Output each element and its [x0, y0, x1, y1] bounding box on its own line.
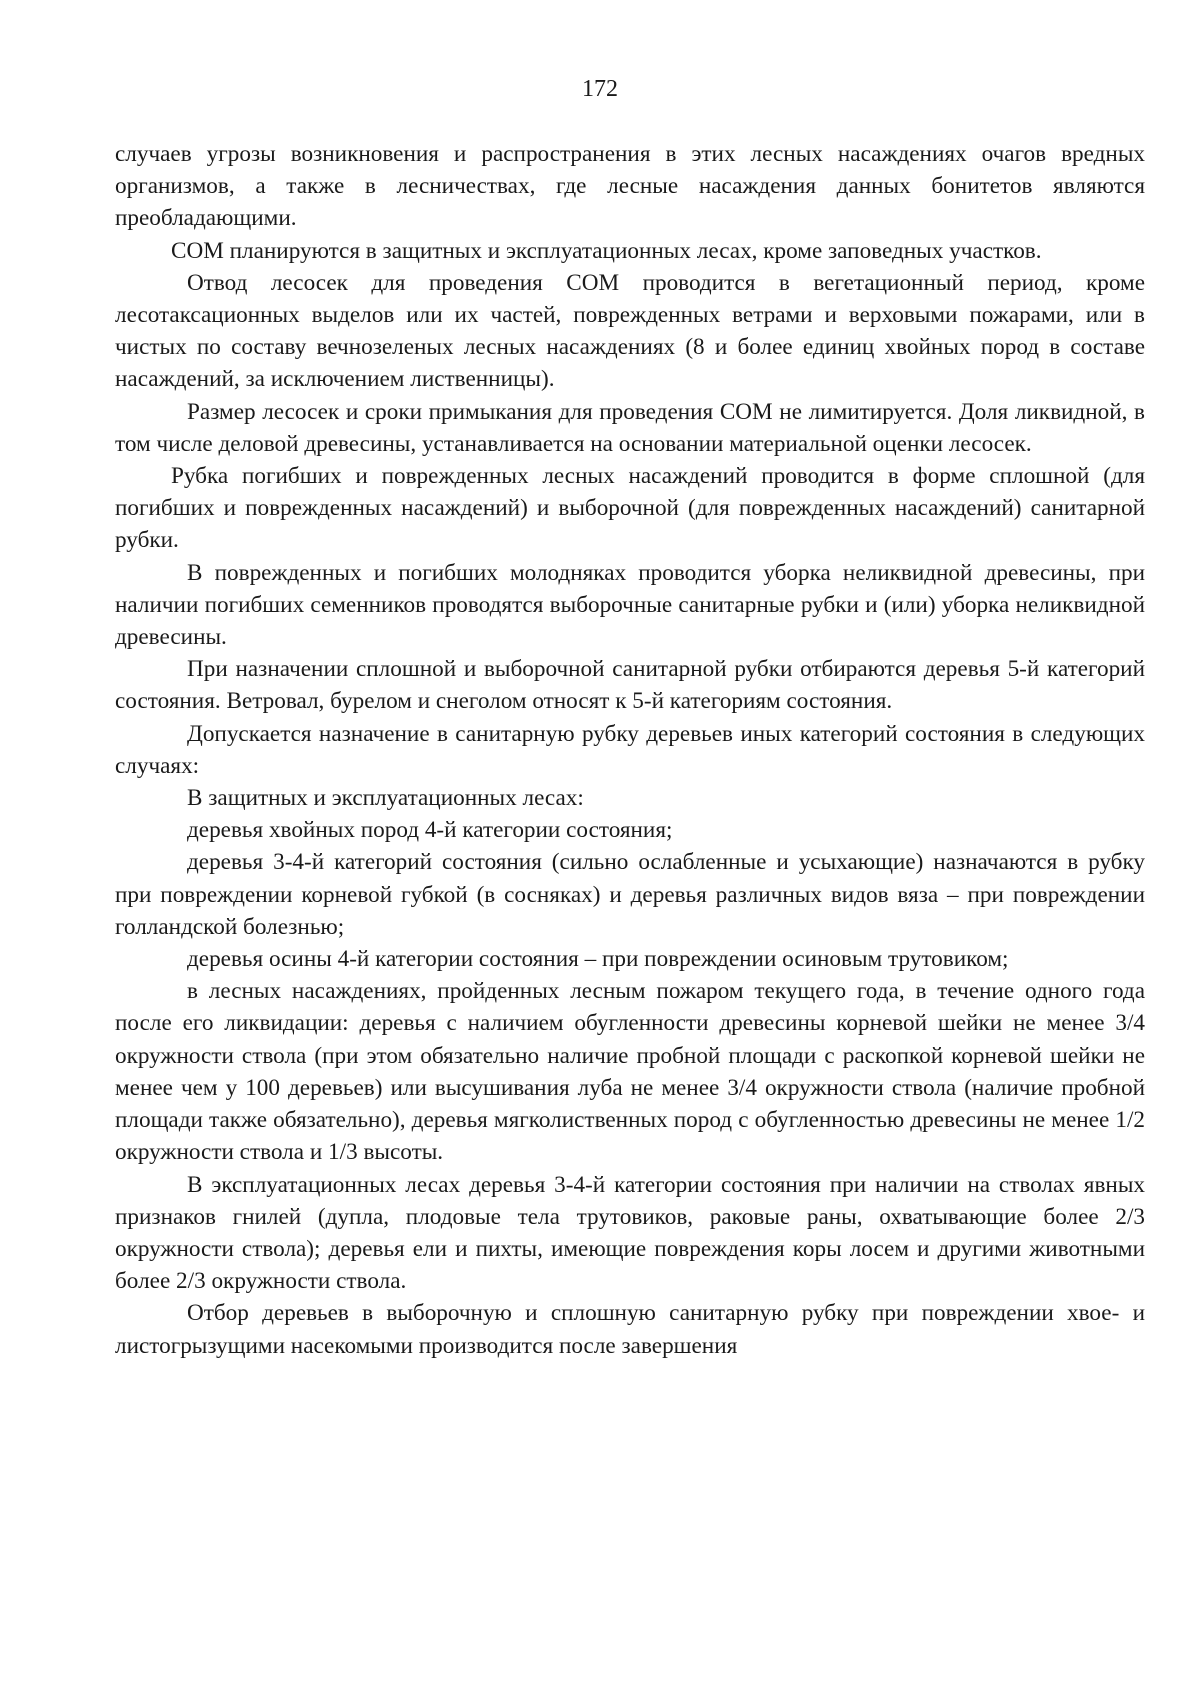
paragraph: Рубка погибших и поврежденных лесных насаждений проводится в форме сплошной (для погибших и поврежденных насаждений) и выборочной (для поврежденных насаждений) санитарной рубки. — [115, 463, 1145, 554]
paragraph: Отбор деревьев в выборочную и сплошную санитарную рубку при повреждении хвое- и листогрызущими насекомыми производится после завершения — [115, 1300, 1145, 1359]
paragraph: деревья 3-4-й категорий состояния (сильно ослабленные и усыхающие) назначаются в рубку при повреждении корневой губкой (в сосняках) и деревья различных видов вяза – при повреждении голландской болезнью; — [115, 849, 1145, 940]
page-number: 172 — [582, 76, 618, 102]
paragraph: Размер лесосек и сроки примыкания для проведения СОМ не лимитируется. Доля ликвидной, в том числе деловой древесины, устанавливается на основании материальной оценки лесосек. — [115, 398, 1145, 457]
paragraph: в лесных насаждениях, пройденных лесным пожаром текущего года, в течение одного года после его ликвидации: деревья с наличием обугленности древесины корневой шейки не менее 3/4 окружности ствола (при этом обязательно наличие пробной площади с раскопкой корневой шейки не менее чем у 100 деревьев) или высушивания луба не менее 3/4 окружности ствола (наличие пробной площади также обязательно), деревья мягколиственных пород с обугленностью древесины не менее 1/2 окружности ствола и 1/3 высоты. — [115, 978, 1145, 1166]
paragraph: Отвод лесосек для проведения СОМ проводится в вегетационный период, кроме лесотаксационных выделов или их частей, поврежденных ветрами и верховыми пожарами, или в чистых по составу вечнозеленых лесных насаждениях (8 и более единиц хвойных пород в составе насаждений, за исключением лиственницы). — [115, 269, 1145, 393]
paragraph: При назначении сплошной и выборочной санитарной рубки отбираются деревья 5-й категорий состояния. Ветровал, бурелом и снеголом относят к 5-й категориям состояния. — [115, 656, 1145, 715]
paragraph: случаев угрозы возникновения и распространения в этих лесных насаждениях очагов вредных организмов, а также в лесничествах, где лесные насаждения данных бонитетов являются преобладающими. — [115, 141, 1145, 232]
document-body — [115, 138, 1145, 1362]
paragraph: деревья хвойных пород 4-й категории состояния; — [187, 817, 673, 844]
paragraph: В эксплуатационных лесах деревья 3-4-й категории состояния при наличии на стволах явных признаков гнилей (дупла, плодовые тела трутовиков, раковые раны, охватывающие более 2/3 окружности ствола); деревья ели и пихты, имеющие повреждения коры лосем и другими животными более 2/3 окружности ствола. — [115, 1171, 1145, 1295]
paragraph: В поврежденных и погибших молодняках проводится уборка неликвидной древесины, при наличии погибших семенников проводятся выборочные санитарные рубки и (или) уборка неликвидной древесины. — [115, 559, 1145, 651]
paragraph: деревья осины 4-й категории состояния – при повреждении осиновым трутовиком; — [187, 946, 1009, 973]
paragraph: Допускается назначение в санитарную рубку деревьев иных категорий состояния в следующих случаях: — [115, 720, 1145, 779]
paragraph: В защитных и эксплуатационных лесах: — [187, 785, 584, 812]
paragraph: СОМ планируются в защитных и эксплуатационных лесах, кроме заповедных участков. — [171, 237, 1042, 264]
